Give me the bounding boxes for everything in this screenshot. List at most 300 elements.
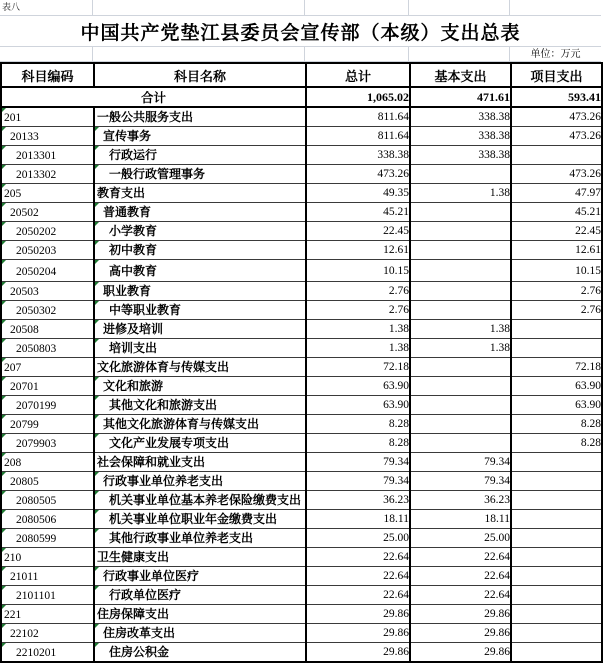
cell-subject-code-text: 207 [4, 362, 22, 374]
cell-total[interactable] [306, 643, 410, 663]
cell-project[interactable] [511, 491, 602, 510]
cell-subject-code-text: 20503 [10, 286, 39, 298]
cell-total[interactable] [306, 358, 410, 377]
cell-total[interactable] [306, 605, 410, 624]
cell-subject-code-text: 2080506 [16, 514, 57, 526]
cell-project[interactable] [511, 529, 602, 548]
empty-cell[interactable] [510, 0, 601, 16]
cell-total-text: 8.28 [388, 437, 409, 449]
table-row [1, 203, 602, 222]
cell-subject-name[interactable] [94, 434, 306, 453]
cell-subject-code-text: 201 [4, 112, 22, 124]
table-row [1, 377, 602, 396]
unit-label: 单位：万元 [530, 48, 581, 60]
cell-subject-name[interactable] [94, 222, 306, 241]
cell-error-marker [95, 529, 99, 533]
cell-error-marker [2, 184, 6, 188]
cell-project-text: 10.15 [575, 264, 601, 277]
cell-total-text: 79.34 [383, 475, 409, 487]
cell-subject-name-text: 卫生健康支出 [97, 550, 170, 564]
cell-project[interactable] [511, 415, 602, 434]
cell-basic[interactable] [410, 301, 511, 320]
cell-subject-code-text: 205 [4, 188, 22, 200]
cell-basic[interactable] [410, 127, 511, 146]
cell-basic[interactable] [410, 146, 511, 165]
cell-basic-text: 79.34 [484, 475, 510, 487]
cell-project[interactable] [511, 472, 602, 491]
sheet-corner-label: 表八 [2, 2, 21, 12]
cell-project[interactable] [511, 146, 602, 165]
table-row [1, 548, 602, 567]
cell-subject-name-text: 初中教育 [109, 243, 158, 257]
cell-subject-name-text: 住房保障支出 [97, 607, 170, 621]
cell-total[interactable] [306, 624, 410, 643]
cell-subject-code[interactable] [1, 453, 94, 472]
cell-basic[interactable] [410, 282, 511, 301]
cell-error-marker [2, 203, 6, 207]
empty-cell[interactable] [409, 47, 510, 62]
cell-project-text: 473.26 [569, 130, 601, 142]
cell-total-text: 2.76 [388, 285, 409, 297]
cell-total[interactable] [306, 282, 410, 301]
cell-total[interactable] [306, 127, 410, 146]
table-body [1, 87, 602, 662]
cell-project[interactable] [511, 643, 602, 663]
cell-error-marker [2, 510, 6, 514]
cell-total-text: 22.45 [383, 225, 409, 237]
cell-total-text: 12.61 [383, 244, 409, 256]
cell-basic[interactable] [410, 624, 511, 643]
cell-subject-code[interactable] [1, 396, 94, 415]
cell-project[interactable] [511, 567, 602, 586]
cell-subject-name[interactable] [94, 260, 306, 282]
cell-total[interactable] [306, 434, 410, 453]
cell-total-label[interactable] [1, 87, 306, 107]
cell-subject-name-text: 社会保障和就业支出 [97, 455, 206, 469]
cell-basic[interactable] [410, 358, 511, 377]
cell-error-marker [2, 472, 6, 476]
cell-basic[interactable] [410, 605, 511, 624]
cell-error-marker [2, 222, 6, 226]
cell-basic[interactable] [410, 472, 511, 491]
cell-total[interactable] [306, 472, 410, 491]
cell-subject-name[interactable] [94, 339, 306, 358]
cell-project[interactable] [511, 605, 602, 624]
cell-subject-name[interactable] [94, 548, 306, 567]
cell-subject-name[interactable] [94, 586, 306, 605]
header-basic-expenditure[interactable]: 基本支出 [410, 63, 511, 87]
cell-total[interactable] [306, 567, 410, 586]
cell-subject-name-text: 行政运行 [109, 148, 158, 162]
cell-basic[interactable] [410, 548, 511, 567]
cell-subject-code[interactable] [1, 301, 94, 320]
cell-project[interactable] [511, 434, 602, 453]
cell-subject-name[interactable] [94, 146, 306, 165]
empty-cell[interactable] [409, 0, 510, 16]
cell-subject-code[interactable] [1, 260, 94, 282]
cell-subject-name[interactable] [94, 491, 306, 510]
cell-error-marker [2, 301, 6, 305]
cell-project[interactable] [511, 301, 602, 320]
empty-cell[interactable] [305, 0, 409, 16]
cell-project-text: 72.18 [575, 361, 601, 373]
cell-subject-name-text: 行政单位医疗 [109, 588, 182, 602]
cell-subject-code-text: 2080599 [16, 533, 57, 545]
cell-error-marker [95, 434, 99, 438]
cell-total[interactable] [306, 222, 410, 241]
cell-project[interactable] [511, 87, 602, 107]
cell-subject-name-text: 文化和旅游 [103, 379, 164, 393]
cell-basic[interactable] [410, 184, 511, 203]
cell-project-text: 8.28 [580, 418, 601, 430]
table-row [1, 320, 602, 339]
cell-subject-name-text: 宣传事务 [103, 129, 152, 143]
cell-error-marker [2, 643, 6, 647]
cell-subject-code-text: 2101101 [16, 590, 56, 602]
cell-basic[interactable] [410, 87, 511, 107]
empty-cell[interactable] [93, 0, 305, 16]
cell-total[interactable] [306, 491, 410, 510]
cell-subject-name[interactable] [94, 529, 306, 548]
cell-project[interactable] [511, 260, 602, 282]
cell-total-text: 49.35 [383, 187, 409, 199]
cell-basic[interactable] [410, 165, 511, 184]
cell-subject-code[interactable] [1, 165, 94, 184]
cell-basic[interactable] [410, 241, 511, 260]
cell-subject-name-text: 文化旅游体育与传媒支出 [97, 360, 230, 374]
table-row [1, 491, 602, 510]
cell-basic-text: 29.86 [484, 627, 510, 639]
cell-subject-name[interactable] [94, 184, 306, 203]
cell-basic[interactable] [410, 203, 511, 222]
cell-project[interactable] [511, 624, 602, 643]
cell-project[interactable] [511, 222, 602, 241]
cell-subject-name[interactable] [94, 510, 306, 529]
table-row [1, 396, 602, 415]
cell-basic[interactable] [410, 491, 511, 510]
cell-subject-code[interactable] [1, 434, 94, 453]
cell-subject-code[interactable] [1, 146, 94, 165]
cell-total-text: 79.34 [383, 456, 409, 468]
cell-project-text: 63.90 [575, 380, 601, 392]
header-project-expenditure[interactable]: 项目支出 [511, 63, 602, 87]
cell-project[interactable] [511, 548, 602, 567]
cell-basic-text: 1.38 [489, 342, 510, 354]
table-row [1, 453, 602, 472]
cell-total-text: 25.00 [383, 532, 409, 544]
cell-project-text: 47.97 [575, 187, 601, 199]
cell-subject-code-text: 2050302 [16, 305, 57, 317]
cell-subject-name[interactable] [94, 320, 306, 339]
header-subject-code[interactable]: 科目编码 [1, 63, 94, 87]
cell-subject-code[interactable] [1, 184, 94, 203]
cell-subject-code-text: 2050803 [16, 343, 57, 355]
cell-subject-name[interactable] [94, 358, 306, 377]
table-row [1, 510, 602, 529]
cell-basic[interactable] [410, 586, 511, 605]
cell-error-marker [95, 241, 99, 245]
cell-subject-code[interactable] [1, 586, 94, 605]
cell-project-text: 63.90 [575, 399, 601, 411]
table-row [1, 165, 602, 184]
cell-basic[interactable] [410, 377, 511, 396]
cell-subject-code-text: 20701 [10, 381, 39, 393]
title-row[interactable] [0, 16, 601, 47]
cell-basic-text: 338.38 [478, 130, 510, 142]
cell-total[interactable] [306, 586, 410, 605]
table-row [1, 184, 602, 203]
table-row [1, 586, 602, 605]
cell-error-marker [2, 548, 6, 552]
cell-subject-code[interactable] [1, 415, 94, 434]
cell-subject-code[interactable] [1, 320, 94, 339]
cell-total[interactable] [306, 241, 410, 260]
cell-total-text: 811.64 [377, 130, 409, 142]
cell-error-marker [2, 415, 6, 419]
cell-basic[interactable] [410, 510, 511, 529]
unit-row [0, 47, 601, 62]
cell-subject-name[interactable] [94, 107, 306, 127]
cell-basic[interactable] [410, 567, 511, 586]
empty-cell[interactable] [0, 47, 93, 62]
table-row [1, 301, 602, 320]
cell-subject-name[interactable] [94, 282, 306, 301]
cell-subject-code[interactable] [1, 510, 94, 529]
cell-error-marker [95, 339, 99, 343]
cell-subject-code-text: 2013301 [16, 150, 57, 162]
cell-subject-code[interactable] [1, 643, 94, 663]
cell-subject-code-text: 221 [4, 609, 22, 621]
cell-total[interactable] [306, 165, 410, 184]
cell-subject-name[interactable] [94, 643, 306, 663]
cell-basic-text: 1.38 [489, 187, 510, 199]
cell-basic[interactable] [410, 415, 511, 434]
cell-subject-code[interactable] [1, 107, 94, 127]
cell-total[interactable] [306, 415, 410, 434]
cell-subject-code[interactable] [1, 222, 94, 241]
cell-subject-code-text: 2050202 [16, 226, 57, 238]
cell-subject-name[interactable] [94, 396, 306, 415]
table-row [1, 222, 602, 241]
cell-subject-name-text: 一般行政管理事务 [109, 167, 206, 181]
cell-subject-name[interactable] [94, 415, 306, 434]
cell-project-text: 473.26 [569, 168, 601, 180]
cell-subject-name[interactable] [94, 203, 306, 222]
cell-error-marker [95, 377, 99, 381]
cell-total[interactable] [306, 510, 410, 529]
sheet-corner-cell[interactable] [0, 0, 93, 16]
cell-subject-name-text: 行政事业单位养老支出 [103, 474, 224, 488]
cell-project[interactable] [511, 339, 602, 358]
page-title: 中国共产党垫江县委员会宣传部（本级）支出总表 [80, 22, 521, 44]
table-row [1, 358, 602, 377]
cell-total-text: 473.26 [377, 168, 409, 180]
cell-error-marker [95, 491, 99, 495]
cell-project[interactable] [511, 320, 602, 339]
cell-error-marker [95, 320, 99, 324]
cell-total[interactable] [306, 87, 410, 107]
cell-subject-name-text: 职业教育 [103, 284, 152, 298]
cell-project[interactable] [511, 396, 602, 415]
cell-basic[interactable] [410, 453, 511, 472]
cell-subject-code[interactable] [1, 377, 94, 396]
cell-error-marker [2, 127, 6, 131]
cell-subject-code-text: 21011 [10, 571, 39, 583]
cell-subject-code[interactable] [1, 339, 94, 358]
header-total[interactable]: 总计 [306, 63, 410, 87]
cell-total-text: 63.90 [383, 399, 409, 411]
cell-error-marker [95, 282, 99, 286]
cell-total[interactable] [306, 396, 410, 415]
cell-project[interactable] [511, 203, 602, 222]
cell-subject-code[interactable] [1, 605, 94, 624]
cell-subject-code[interactable] [1, 529, 94, 548]
cell-project[interactable] [511, 127, 602, 146]
cell-project[interactable] [511, 184, 602, 203]
cell-error-marker [95, 260, 99, 264]
cell-basic[interactable] [410, 222, 511, 241]
table-row [1, 624, 602, 643]
cell-subject-code[interactable] [1, 567, 94, 586]
header-subject-name[interactable]: 科目名称 [94, 63, 306, 87]
cell-subject-code[interactable] [1, 491, 94, 510]
cell-subject-name-text: 普通教育 [103, 205, 152, 219]
cell-subject-code[interactable] [1, 624, 94, 643]
cell-basic[interactable] [410, 643, 511, 663]
cell-project[interactable] [511, 453, 602, 472]
cell-project[interactable] [511, 377, 602, 396]
cell-subject-code[interactable] [1, 127, 94, 146]
cell-project[interactable] [511, 586, 602, 605]
cell-subject-code[interactable] [1, 241, 94, 260]
table-row [1, 434, 602, 453]
cell-total[interactable] [306, 377, 410, 396]
cell-subject-code[interactable] [1, 203, 94, 222]
cell-total[interactable] [306, 339, 410, 358]
cell-basic[interactable] [410, 434, 511, 453]
cell-subject-name[interactable] [94, 241, 306, 260]
cell-total-text: 36.23 [383, 494, 409, 506]
expenditure-table [0, 62, 603, 663]
cell-subject-name[interactable] [94, 127, 306, 146]
cell-total-text: 338.38 [377, 149, 409, 161]
cell-project-text: 593.41 [568, 89, 601, 104]
cell-subject-code[interactable] [1, 548, 94, 567]
cell-error-marker [2, 282, 6, 286]
unit-cell[interactable] [510, 47, 601, 62]
cell-project[interactable] [511, 282, 602, 301]
cell-project[interactable] [511, 107, 602, 127]
cell-project-text: 22.45 [575, 225, 601, 237]
cell-basic-text: 79.34 [484, 456, 510, 468]
cell-total-text: 22.64 [383, 589, 409, 601]
cell-basic-text: 29.86 [484, 646, 510, 658]
table-row [1, 339, 602, 358]
cell-total[interactable] [306, 548, 410, 567]
cell-error-marker [2, 453, 6, 457]
cell-total[interactable] [306, 184, 410, 203]
cell-project-text: 473.26 [569, 111, 601, 123]
cell-error-marker [95, 222, 99, 226]
cell-project-text: 12.61 [575, 244, 601, 256]
cell-total[interactable] [306, 529, 410, 548]
cell-error-marker [95, 301, 99, 305]
cell-subject-name-text: 其他文化和旅游支出 [109, 398, 218, 412]
cell-subject-name[interactable] [94, 567, 306, 586]
cell-total[interactable] [306, 203, 410, 222]
cell-project[interactable] [511, 241, 602, 260]
cell-error-marker [2, 165, 6, 169]
cell-basic[interactable] [410, 529, 511, 548]
cell-basic[interactable] [410, 339, 511, 358]
cell-subject-code-text: 20133 [10, 131, 39, 143]
cell-total[interactable] [306, 320, 410, 339]
cell-error-marker [2, 529, 6, 533]
cell-project[interactable] [511, 165, 602, 184]
cell-error-marker [95, 472, 99, 476]
cell-total[interactable] [306, 107, 410, 127]
table-row [1, 567, 602, 586]
cell-basic-text: 471.61 [477, 89, 510, 104]
cell-total[interactable] [306, 453, 410, 472]
empty-cell[interactable] [305, 47, 409, 62]
cell-project-text: 8.28 [580, 437, 601, 449]
cell-subject-code-text: 2050203 [16, 245, 57, 257]
cell-subject-name-text: 其他文化旅游体育与传媒支出 [103, 417, 260, 431]
cell-project[interactable] [511, 358, 602, 377]
cell-project[interactable] [511, 510, 602, 529]
cell-subject-code[interactable] [1, 282, 94, 301]
cell-subject-name[interactable] [94, 377, 306, 396]
cell-basic[interactable] [410, 107, 511, 127]
cell-total-text: 8.28 [388, 418, 409, 430]
cell-subject-name[interactable] [94, 165, 306, 184]
cell-basic-text: 25.00 [484, 532, 510, 544]
cell-total[interactable] [306, 301, 410, 320]
cell-total-text: 29.86 [383, 608, 409, 620]
cell-error-marker [2, 605, 6, 609]
cell-subject-name-text: 机关事业单位职业年金缴费支出 [109, 512, 278, 526]
cell-basic[interactable] [410, 260, 511, 282]
cell-total-text: 72.18 [383, 361, 409, 373]
cell-subject-name[interactable] [94, 605, 306, 624]
cell-subject-name-text: 小学教育 [109, 224, 158, 238]
cell-subject-code[interactable] [1, 358, 94, 377]
empty-cell[interactable] [93, 47, 305, 62]
cell-total-text: 2.76 [388, 304, 409, 316]
cell-error-marker [2, 108, 6, 112]
cell-basic[interactable] [410, 320, 511, 339]
sheet-top-row [0, 0, 601, 16]
cell-basic[interactable] [410, 396, 511, 415]
header-row [1, 63, 602, 87]
cell-subject-code-text: 2080505 [16, 495, 57, 507]
cell-basic-text: 338.38 [478, 149, 510, 161]
cell-total[interactable] [306, 146, 410, 165]
cell-total[interactable] [306, 260, 410, 282]
cell-subject-code-text: 208 [4, 457, 22, 469]
cell-subject-name[interactable] [94, 301, 306, 320]
cell-basic-text: 22.64 [484, 551, 510, 563]
cell-subject-code[interactable] [1, 472, 94, 491]
cell-subject-name[interactable] [94, 472, 306, 491]
cell-subject-name[interactable] [94, 453, 306, 472]
table-row [1, 107, 602, 127]
cell-subject-name[interactable] [94, 624, 306, 643]
cell-error-marker [2, 624, 6, 628]
cell-subject-code-text: 22102 [10, 628, 39, 640]
cell-error-marker [95, 415, 99, 419]
